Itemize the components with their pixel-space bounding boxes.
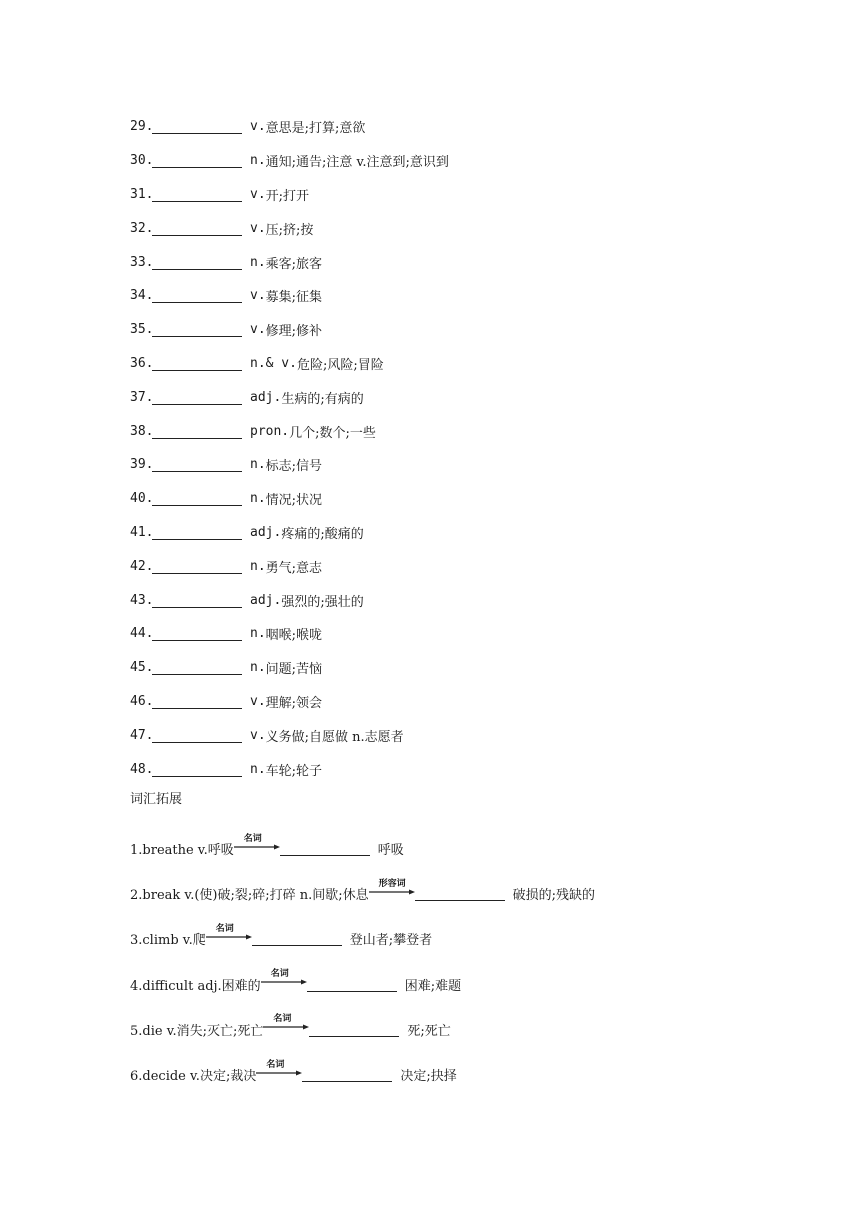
vocab-item — [130, 549, 449, 583]
item-number: 37. — [130, 389, 154, 405]
item-number: 29. — [130, 119, 154, 135]
vocab-item — [130, 752, 449, 786]
arrow-icon — [261, 979, 307, 985]
vocab-item — [130, 414, 449, 448]
derived-meaning: 死;死亡 — [407, 1023, 451, 1039]
definition: 疼痛的;酸痛的 — [281, 526, 364, 542]
extension-item — [130, 826, 595, 871]
part-of-speech: v. — [250, 727, 266, 743]
part-of-speech: adj. — [250, 389, 282, 405]
part-of-speech: n. — [250, 491, 266, 507]
part-of-speech: n. — [250, 558, 266, 574]
part-of-speech: v. — [250, 119, 266, 135]
vocab-item — [130, 347, 449, 381]
part-of-speech: n. — [250, 761, 266, 777]
answer-blank[interactable] — [152, 356, 242, 371]
answer-blank[interactable] — [152, 559, 242, 574]
definition: 危险;风险;冒险 — [296, 357, 384, 373]
definition: 标志;信号 — [265, 459, 323, 475]
base-word: 4.difficult adj.困难的 — [130, 978, 261, 994]
vocab-item — [130, 516, 449, 550]
extension-item — [130, 916, 595, 961]
extension-item — [130, 1052, 595, 1097]
definition: 意思是;打算;意欲 — [265, 121, 366, 137]
derivation-arrow — [234, 834, 280, 850]
vocabulary-list — [130, 110, 449, 786]
arrow-icon — [206, 934, 252, 940]
part-of-speech: n. — [250, 254, 266, 270]
answer-blank[interactable] — [152, 390, 242, 405]
definition: 车轮;轮子 — [265, 763, 323, 779]
definition: 咽喉;喉咙 — [265, 628, 323, 644]
answer-blank[interactable] — [152, 457, 242, 472]
arrow-label: 名词 — [270, 969, 289, 980]
item-number: 35. — [130, 322, 154, 338]
extension-item — [130, 1007, 595, 1052]
answer-blank[interactable] — [152, 221, 242, 236]
arrow-icon — [263, 1024, 309, 1030]
arrow-label: 名词 — [266, 1059, 285, 1070]
answer-blank[interactable] — [302, 1067, 392, 1082]
definition: 几个;数个;一些 — [289, 425, 376, 441]
definition: 情况;状况 — [265, 493, 323, 509]
arrow-icon — [369, 889, 415, 895]
base-word: 2.break v.(使)破;裂;碎;打碎 n.间歇;休息 — [130, 888, 369, 904]
base-word: 1.breathe v.呼吸 — [130, 843, 234, 859]
answer-blank[interactable] — [152, 626, 242, 641]
answer-blank[interactable] — [415, 886, 505, 901]
answer-blank[interactable] — [152, 593, 242, 608]
base-word: 3.climb v.爬 — [130, 933, 206, 949]
answer-blank[interactable] — [152, 255, 242, 270]
part-of-speech: v. — [250, 288, 266, 304]
definition: 压;挤;按 — [265, 222, 314, 238]
section-title: 词汇拓展 — [130, 792, 183, 807]
item-number: 33. — [130, 254, 154, 270]
part-of-speech: n.& v. — [250, 355, 297, 371]
part-of-speech: v. — [250, 186, 266, 202]
vocab-item — [130, 482, 449, 516]
arrow-label: 名词 — [273, 1014, 292, 1025]
answer-blank[interactable] — [152, 762, 242, 777]
vocab-item — [130, 685, 449, 719]
derivation-arrow — [263, 1014, 309, 1030]
derived-meaning: 困难;难题 — [404, 978, 462, 994]
arrow-label: 名词 — [215, 923, 234, 934]
answer-blank[interactable] — [152, 660, 242, 675]
part-of-speech: n. — [250, 153, 266, 169]
item-number: 34. — [130, 288, 154, 304]
arrow-label: 形容词 — [378, 878, 406, 889]
part-of-speech: n. — [250, 457, 266, 473]
vocab-item — [130, 144, 449, 178]
definition: 理解;领会 — [265, 695, 323, 711]
vocab-item — [130, 178, 449, 212]
answer-blank[interactable] — [252, 931, 342, 946]
item-number: 45. — [130, 660, 154, 676]
answer-blank[interactable] — [152, 322, 242, 337]
answer-blank[interactable] — [307, 977, 397, 992]
derivation-arrow — [256, 1060, 302, 1076]
definition: 开;打开 — [265, 188, 310, 204]
part-of-speech: adj. — [250, 592, 282, 608]
vocab-item — [130, 313, 449, 347]
item-number: 43. — [130, 592, 154, 608]
definition: 通知;通告;注意 v.注意到;意识到 — [265, 155, 449, 171]
item-number: 39. — [130, 457, 154, 473]
part-of-speech: v. — [250, 322, 266, 338]
derivation-arrow — [261, 969, 307, 985]
item-number: 31. — [130, 186, 154, 202]
vocab-item — [130, 651, 449, 685]
definition: 义务做;自愿做 n.志愿者 — [265, 729, 404, 745]
answer-blank[interactable] — [280, 841, 370, 856]
answer-blank[interactable] — [152, 728, 242, 743]
part-of-speech: pron. — [250, 423, 290, 439]
definition: 募集;征集 — [265, 290, 323, 306]
answer-blank[interactable] — [152, 288, 242, 303]
vocab-item — [130, 245, 449, 279]
part-of-speech: n. — [250, 626, 266, 642]
part-of-speech: n. — [250, 660, 266, 676]
arrow-icon — [234, 844, 280, 850]
part-of-speech: v. — [250, 693, 266, 709]
extension-item — [130, 871, 595, 916]
answer-blank[interactable] — [152, 525, 242, 540]
part-of-speech: adj. — [250, 524, 282, 540]
vocab-item — [130, 718, 449, 752]
answer-blank[interactable] — [152, 491, 242, 506]
arrow-label: 名词 — [243, 833, 262, 844]
item-number: 44. — [130, 626, 154, 642]
answer-blank[interactable] — [309, 1022, 399, 1037]
vocab-item — [130, 279, 449, 313]
item-number: 41. — [130, 524, 154, 540]
item-number: 38. — [130, 423, 154, 439]
derivation-arrow — [206, 924, 252, 940]
item-number: 32. — [130, 220, 154, 236]
extension-list — [130, 826, 595, 1097]
item-number: 47. — [130, 727, 154, 743]
arrow-icon — [256, 1070, 302, 1076]
definition: 修理;修补 — [265, 324, 323, 340]
answer-blank[interactable] — [152, 424, 242, 439]
vocab-item — [130, 448, 449, 482]
base-word: 6.decide v.决定;裁决 — [130, 1069, 257, 1085]
answer-blank[interactable] — [152, 694, 242, 709]
item-number: 46. — [130, 693, 154, 709]
derived-meaning: 登山者;攀登者 — [349, 933, 433, 949]
item-number: 30. — [130, 153, 154, 169]
derived-meaning: 决定;抉择 — [400, 1069, 457, 1085]
derivation-arrow — [369, 879, 415, 895]
definition: 强烈的;强壮的 — [281, 594, 364, 610]
part-of-speech: v. — [250, 220, 266, 236]
vocab-item — [130, 617, 449, 651]
item-number: 40. — [130, 491, 154, 507]
vocab-item — [130, 110, 449, 144]
item-number: 36. — [130, 355, 154, 371]
answer-blank[interactable] — [152, 153, 242, 168]
definition: 勇气;意志 — [265, 560, 323, 576]
base-word: 5.die v.消失;灭亡;死亡 — [130, 1023, 264, 1039]
vocab-item — [130, 380, 449, 414]
answer-blank[interactable] — [152, 187, 242, 202]
item-number: 48. — [130, 761, 154, 777]
vocab-item — [130, 211, 449, 245]
derived-meaning: 呼吸 — [377, 843, 404, 859]
answer-blank[interactable] — [152, 119, 242, 134]
extension-item — [130, 962, 595, 1007]
definition: 问题;苦恼 — [265, 662, 323, 678]
definition: 乘客;旅客 — [265, 256, 323, 272]
vocab-item — [130, 583, 449, 617]
definition: 生病的;有病的 — [281, 391, 364, 407]
item-number: 42. — [130, 558, 154, 574]
derived-meaning: 破损的;残缺的 — [512, 888, 596, 904]
